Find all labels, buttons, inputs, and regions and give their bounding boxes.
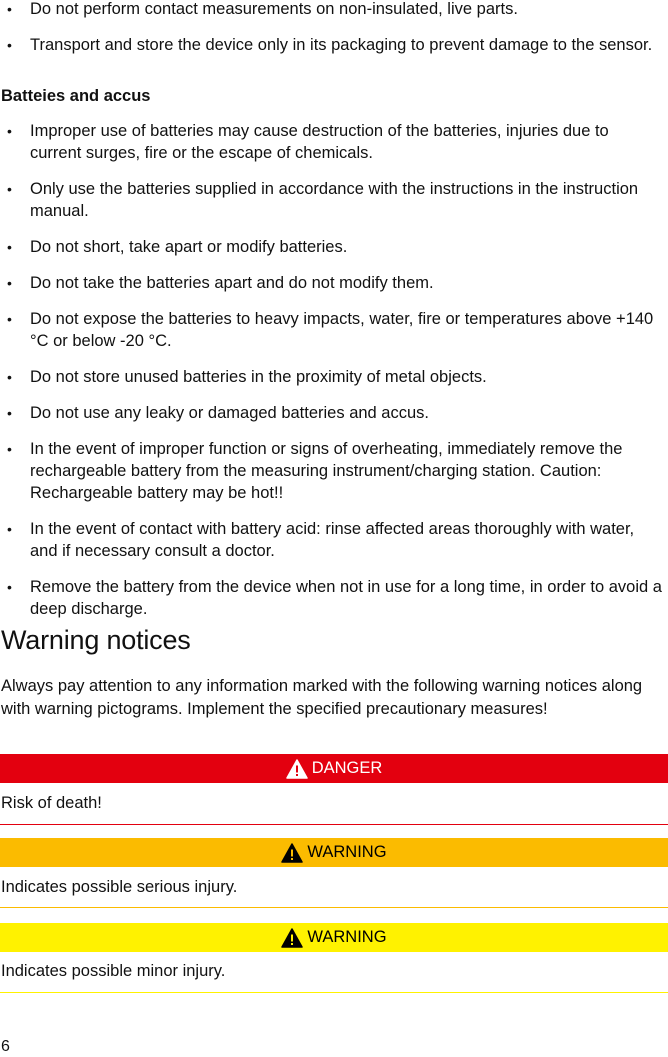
top-bullet-list [0,0,668,56]
danger-description: Risk of death! [1,794,102,812]
list-item-text: Only use the batteries supplied in accordance with the instructions in the instruction manual. [30,180,639,220]
list-item-text: Improper use of batteries may cause destruction of the batteries, injuries due to current surges, fire or the escape of chemicals. [30,122,609,162]
warning-minor-description: Indicates possible minor injury. [1,962,226,980]
list-item: • In the event of improper function or signs of overheating, immediately remove the rechargeable battery from the measuring instrument/charging station. Caution: Rechargeable battery may be hot!! [7,440,623,502]
list-item: • Do not expose the batteries to heavy impacts, water, fire or temperatures above +140 °C or below -20 °C. [7,310,654,350]
danger-notice-bar [0,754,668,783]
warning-minor-label: WARNING [307,928,387,946]
list-item: • Improper use of batteries may cause destruction of the batteries, injuries due to current surges, fire or the escape of chemicals. [7,122,609,162]
battery-section-heading: Batteies and accus [1,87,151,105]
list-item-text: Transport and store the device only in its packaging to prevent damage to the sensor. [30,36,653,54]
list-item-text: Do not expose the batteries to heavy impacts, water, fire or temperatures above +140 °C or below -20 °C. [30,310,654,350]
list-item-text: Do not use any leaky or damaged batteries and accus. [30,404,429,422]
warning-serious-divider [0,907,668,908]
danger-label: DANGER [311,759,383,777]
section-intro: Always pay attention to any information marked with the following warning notices along with warning pictograms. Implement the specified precautionary measures! [1,677,643,718]
warning-minor-divider [0,992,668,993]
battery-bullet-list [0,120,668,620]
list-item: • Remove the battery from the device when not in use for a long time, in order to avoid a deep discharge. [7,578,662,618]
list-item-text: Remove the battery from the device when not in use for a long time, in order to avoid a deep discharge. [30,578,662,618]
list-item-text: Do not perform contact measurements on non-insulated, live parts. [30,0,518,18]
section-title: Warning notices [1,625,191,655]
list-item: • Transport and store the device only in its packaging to prevent damage to the sensor. [7,36,653,54]
list-item-text: Do not take the batteries apart and do not modify them. [30,274,434,292]
list-item: • Do not take the batteries apart and do not modify them. [7,274,434,292]
list-item: • Do not short, take apart or modify batteries. [7,238,348,256]
list-item-text: In the event of contact with battery acid: rinse affected areas thoroughly with water, and if necessary consult a doctor. [30,520,635,560]
list-item-text: In the event of improper function or signs of overheating, immediately remove the rechargeable battery from the measuring instrument/charging station. Caution: Rechargeable battery may be hot!! [30,440,623,502]
list-item: • Do not perform contact measurements on non-insulated, live parts. [7,0,518,18]
warning-serious-notice-bar [0,838,668,867]
list-item: • Do not store unused batteries in the proximity of metal objects. [7,368,487,386]
warning-triangle-icon [286,759,308,779]
list-item-text: Do not short, take apart or modify batteries. [30,238,348,256]
list-item: • Do not use any leaky or damaged batteries and accus. [7,404,429,422]
danger-divider [0,824,668,825]
warning-serious-label: WARNING [307,843,387,861]
warning-minor-notice-bar [0,923,668,952]
list-item-text: Do not store unused batteries in the proximity of metal objects. [30,368,487,386]
list-item: • Only use the batteries supplied in accordance with the instructions in the instruction manual. [7,180,639,220]
warning-triangle-icon [281,843,303,863]
page-number: 6 [1,1038,10,1055]
warning-serious-description: Indicates possible serious injury. [1,878,238,896]
list-item: • In the event of contact with battery acid: rinse affected areas thoroughly with water, and if necessary consult a doctor. [7,520,635,560]
warning-triangle-icon [281,928,303,948]
